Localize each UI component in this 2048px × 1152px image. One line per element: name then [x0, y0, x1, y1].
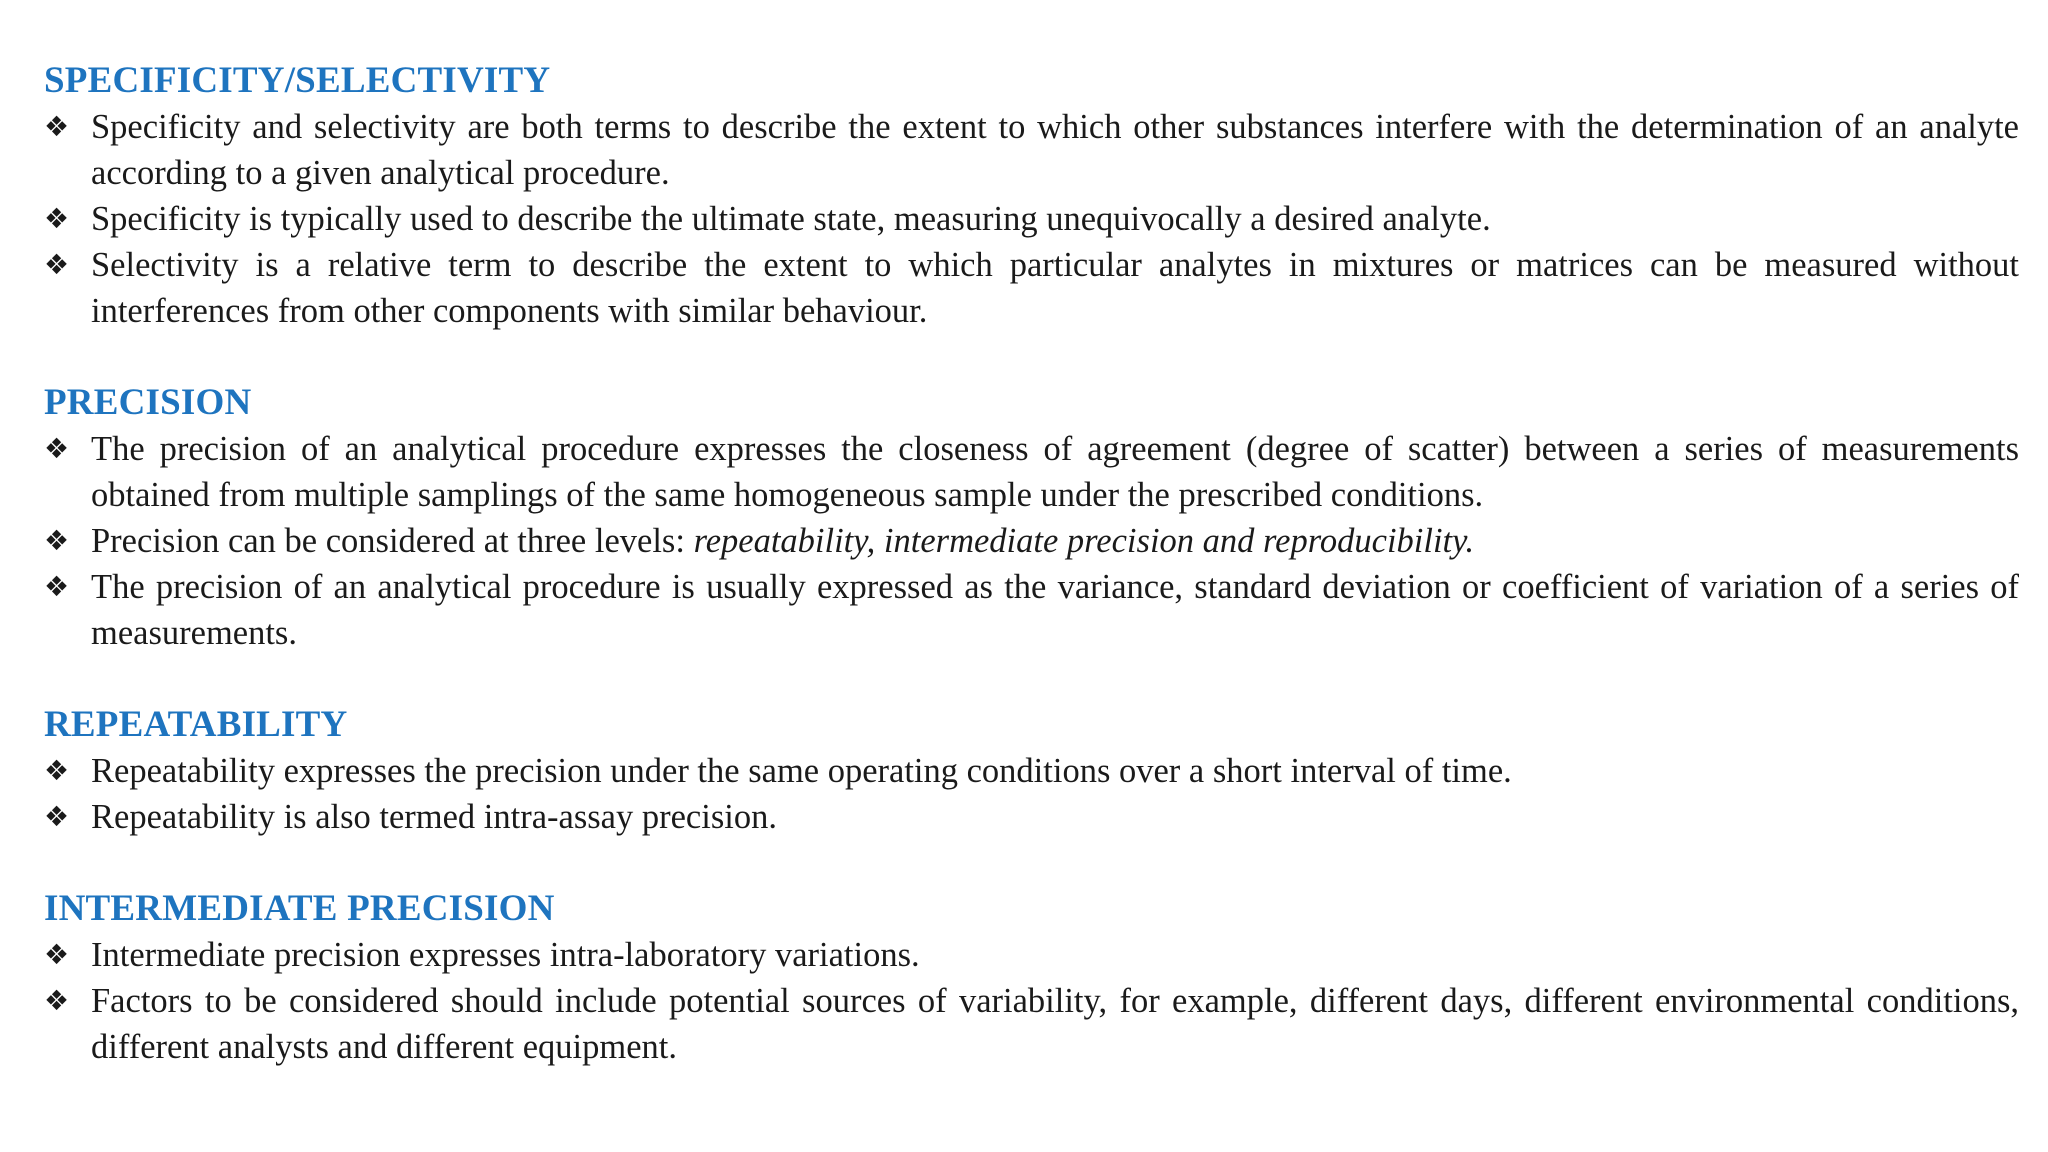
diamond-bullet-icon: ❖: [44, 202, 70, 235]
bullet-text: The precision of an analytical procedure is usually expressed as the variance, standard deviation or coefficient of variation of a series of measurements.: [91, 568, 2019, 652]
diamond-bullet-icon: ❖: [44, 248, 70, 281]
bullet-text-italic: repeatability, intermediate precision and reproducibility.: [693, 522, 1475, 560]
bullet-list: [44, 104, 2019, 334]
diamond-bullet-icon: ❖: [44, 524, 70, 557]
section-specificity-selectivity: [44, 58, 2019, 334]
diamond-bullet-icon: ❖: [44, 110, 70, 143]
diamond-bullet-icon: ❖: [44, 570, 70, 603]
bullet-item: [44, 426, 2019, 518]
bullet-text: The precision of an analytical procedure expresses the closeness of agreement (degree of scatter) between a series of measurements obtained from multiple samplings of the same homogeneous sample under the prescribed conditions.: [91, 430, 2019, 514]
section-heading: PRECISION: [44, 382, 252, 423]
diamond-bullet-icon: ❖: [44, 432, 70, 465]
diamond-bullet-icon: ❖: [44, 754, 70, 787]
bullet-item: [44, 242, 2019, 334]
section-precision: [44, 380, 2019, 656]
bullet-item: [44, 978, 2019, 1070]
bullet-list: [44, 932, 2019, 1070]
bullet-item: [44, 518, 2019, 564]
bullet-text: Intermediate precision expresses intra-laboratory variations.: [91, 936, 920, 974]
diamond-bullet-icon: ❖: [44, 800, 70, 833]
bullet-item: [44, 794, 2019, 840]
bullet-item: [44, 932, 2019, 978]
diamond-bullet-icon: ❖: [44, 938, 70, 971]
bullet-item: [44, 748, 2019, 794]
bullet-text: Repeatability expresses the precision under the same operating conditions over a short interval of time.: [91, 752, 1512, 790]
bullet-item: [44, 564, 2019, 656]
diamond-bullet-icon: ❖: [44, 984, 70, 1017]
bullet-text: Specificity is typically used to describe the ultimate state, measuring unequivocally a desired analyte.: [91, 200, 1491, 238]
section-intermediate-precision: [44, 886, 2019, 1070]
bullet-text: Selectivity is a relative term to describe the extent to which particular analytes in mixtures or matrices can be measured without interferences from other components with similar behaviour.: [91, 246, 2019, 330]
bullet-list: [44, 748, 2019, 840]
bullet-text: Repeatability is also termed intra-assay precision.: [91, 798, 777, 836]
bullet-text: Specificity and selectivity are both terms to describe the extent to which other substances interfere with the determination of an analyte according to a given analytical procedure.: [91, 108, 2019, 192]
bullet-text-prefix: Precision can be considered at three levels:: [91, 522, 694, 560]
section-heading: INTERMEDIATE PRECISION: [44, 888, 555, 929]
bullet-list: [44, 426, 2019, 656]
bullet-item: [44, 104, 2019, 196]
bullet-item: [44, 196, 2019, 242]
document-body: [44, 58, 2019, 1070]
section-heading: SPECIFICITY/SELECTIVITY: [44, 60, 551, 101]
section-repeatability: [44, 702, 2019, 840]
section-heading: REPEATABILITY: [44, 704, 348, 745]
bullet-text: Factors to be considered should include potential sources of variability, for example, different days, different environmental conditions, different analysts and different equipment.: [91, 982, 2019, 1066]
